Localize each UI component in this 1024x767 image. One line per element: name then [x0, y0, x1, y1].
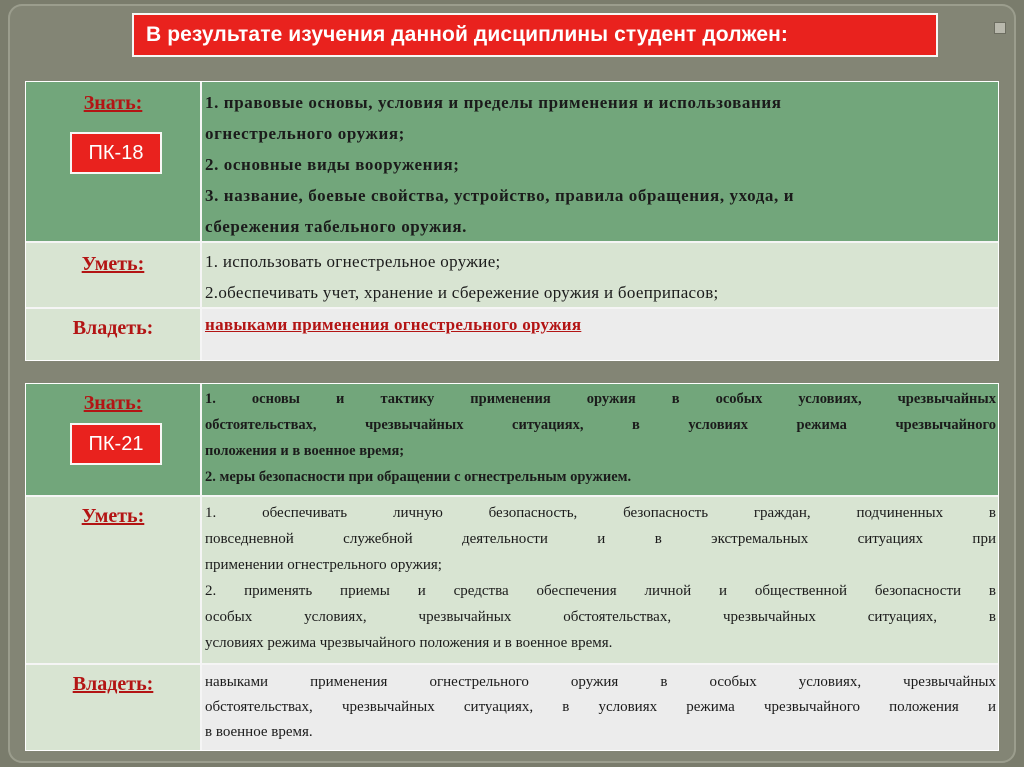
able-row	[26, 497, 998, 665]
own-text: навыками применения огнестрельного оружия	[205, 315, 582, 334]
able-line: 2.обеспечивать учет, хранение и сбережение оружия и боеприпасов;	[205, 283, 719, 302]
own-label-cell	[26, 309, 202, 360]
able-content	[202, 497, 998, 665]
able-label: Уметь:	[81, 253, 145, 275]
own-label-cell	[26, 665, 202, 750]
competency-code-badge: ПК-21	[70, 423, 162, 465]
know-line: 1. правовые основы, условия и пределы применения и использования	[205, 93, 782, 112]
competency-table-pk18	[25, 81, 999, 361]
able-line: условиях режима чрезвычайного положения и в военное время.	[205, 635, 613, 651]
own-row	[26, 665, 998, 750]
able-line: особых условиях, чрезвычайных обстоятельствах, чрезвычайных ситуациях, в	[205, 609, 996, 625]
know-label-cell	[26, 82, 202, 243]
able-line: 2. применять приемы и средства обеспечения личной и общественной безопасности в	[205, 583, 996, 599]
know-line: 2. основные виды вооружения;	[205, 155, 460, 174]
know-label-cell	[26, 384, 202, 497]
know-content	[202, 384, 998, 497]
able-content	[202, 243, 998, 309]
own-line: навыками применения огнестрельного оружия в особых условиях, чрезвычайных	[205, 674, 996, 690]
know-line: 2. меры безопасности при обращении с огнестрельным оружием.	[205, 469, 632, 485]
able-label-cell	[26, 243, 202, 309]
know-row	[26, 82, 998, 243]
competency-table-pk21	[25, 383, 999, 751]
know-line: сбережения табельного оружия.	[205, 217, 467, 236]
able-row	[26, 243, 998, 309]
own-label: Владеть:	[72, 317, 154, 339]
able-label-cell	[26, 497, 202, 665]
know-line: обстоятельствах, чрезвычайных ситуациях, в условиях режима чрезвычайного	[205, 417, 996, 433]
own-line: в военное время.	[205, 724, 313, 740]
competency-code-badge: ПК-18	[70, 132, 162, 174]
know-row	[26, 384, 998, 497]
able-line: 1. обеспечивать личную безопасность, безопасность граждан, подчиненных в	[205, 505, 996, 521]
know-line: 1. основы и тактику применения оружия в особых условиях, чрезвычайных	[205, 391, 996, 407]
slide-corner-marker	[994, 22, 1006, 34]
own-row	[26, 309, 998, 360]
know-label: Знать:	[83, 392, 143, 414]
know-content	[202, 82, 998, 243]
able-label: Уметь:	[81, 505, 145, 527]
slide-title: В результате изучения данной дисциплины студент должен:	[132, 13, 938, 57]
know-line: 3. название, боевые свойства, устройство, правила обращения, ухода, и	[205, 186, 795, 205]
able-line: повседневной служебной деятельности и в экстремальных ситуациях при	[205, 531, 996, 547]
own-content	[202, 309, 998, 360]
able-line: применении огнестрельного оружия;	[205, 557, 442, 573]
know-line: положения и в военное время;	[205, 443, 405, 459]
own-label: Владеть:	[72, 673, 154, 695]
own-line: обстоятельствах, чрезвычайных ситуациях, в условиях режима чрезвычайного положения и	[205, 699, 996, 715]
know-label: Знать:	[83, 92, 143, 114]
own-content	[202, 665, 998, 750]
able-line: 1. использовать огнестрельное оружие;	[205, 252, 501, 271]
know-line: огнестрельного оружия;	[205, 124, 405, 143]
